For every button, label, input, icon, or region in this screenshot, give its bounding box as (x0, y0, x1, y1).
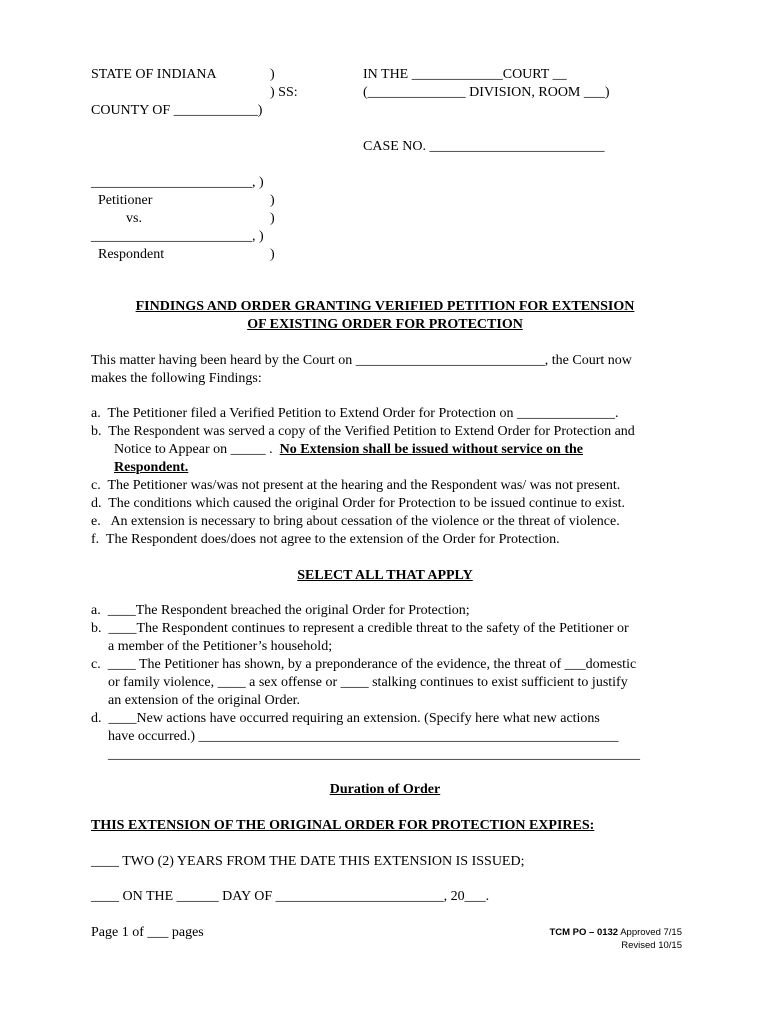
form-code: TCM PO – 0132 (549, 927, 619, 938)
duration-heading: Duration of Order (329, 782, 441, 797)
select-a[interactable]: a. ____The Respondent breached the original Order for Protection; (91, 603, 470, 618)
division-room-field[interactable]: (______________ DIVISION, ROOM ___) (363, 85, 610, 100)
select-b-line1[interactable]: b. ____The Respondent continues to represent a credible threat to the safety of the Petitioner or (91, 621, 629, 636)
select-c-line3: an extension of the original Order. (108, 693, 301, 708)
state-paren: ) (270, 67, 275, 82)
approved-date: Approved 7/15 (618, 927, 682, 938)
finding-b-line1: b. The Respondent was served a copy of the Verified Petition to Extend Order for Protection and (91, 424, 635, 439)
respondent-name-field[interactable]: _______________________, ) (91, 229, 264, 244)
document-title-line1: FINDINGS AND ORDER GRANTING VERIFIED PETITION FOR EXTENSION (135, 299, 635, 314)
respondent-label: Respondent (98, 247, 165, 262)
finding-c: c. The Petitioner was/was not present at the hearing and the Respondent was/ was not present. (91, 478, 621, 493)
select-d-line2[interactable]: have occurred.) ____________________________________________________________ (108, 729, 619, 744)
select-c-line2[interactable]: or family violence, ____ a sex offense or ____ stalking continues to exist sufficient to justify (108, 675, 628, 690)
finding-b-notice: Notice to Appear on _____ . (114, 442, 280, 457)
form-code-line (549, 927, 682, 939)
page-count: Page 1 of ___ pages (91, 925, 204, 940)
select-d-line3[interactable]: ____________________________________________________________________________ (108, 747, 640, 762)
vs-paren: ) (270, 211, 275, 226)
finding-e: e. An extension is necessary to bring about cessation of the violence or the threat of violence. (91, 514, 620, 529)
petitioner-name-field[interactable]: _______________________, ) (91, 175, 264, 190)
finding-d: d. The conditions which caused the original Order for Protection to be issued continue to exist. (91, 496, 625, 511)
finding-a: a. The Petitioner filed a Verified Petition to Extend Order for Protection on ______________. (91, 406, 619, 421)
county-field[interactable]: COUNTY OF ____________) (91, 103, 263, 118)
petitioner-paren: ) (270, 193, 275, 208)
finding-f: f. The Respondent does/does not agree to the extension of the Order for Protection. (91, 532, 560, 547)
finding-b-warning-cont: Respondent. (114, 460, 189, 475)
vs-label: vs. (126, 211, 142, 226)
finding-b-line2 (114, 441, 583, 458)
select-d-line1[interactable]: d. ____New actions have occurred requiring an extension. (Specify here what new actions (91, 711, 600, 726)
select-b-line2: a member of the Petitioner’s household; (108, 639, 333, 654)
expires-heading: THIS EXTENSION OF THE ORIGINAL ORDER FOR PROTECTION EXPIRES: (91, 818, 595, 833)
petitioner-label: Petitioner (98, 193, 153, 208)
case-number-field[interactable]: CASE NO. _________________________ (363, 139, 605, 154)
select-c-line1[interactable]: c. ____ The Petitioner has shown, by a preponderance of the evidence, the threat of ___domestic (91, 657, 637, 672)
option-two-years[interactable]: ____ TWO (2) YEARS FROM THE DATE THIS EXTENSION IS ISSUED; (91, 854, 525, 869)
finding-b-warning: No Extension shall be issued without service on the (279, 442, 583, 457)
ss-label: ) SS: (270, 85, 298, 100)
revised-date: Revised 10/15 (621, 940, 682, 951)
document-title-line2: OF EXISTING ORDER FOR PROTECTION (247, 317, 523, 332)
respondent-paren: ) (270, 247, 275, 262)
intro-line2: makes the following Findings: (91, 371, 262, 386)
option-on-date[interactable]: ____ ON THE ______ DAY OF ________________________, 20___. (91, 889, 490, 904)
court-field[interactable]: IN THE _____________COURT __ (363, 67, 567, 82)
intro-line1: This matter having been heard by the Court on ___________________________, the Court now (91, 353, 632, 368)
state-label: STATE OF INDIANA (91, 67, 217, 82)
select-heading: SELECT ALL THAT APPLY (297, 568, 473, 583)
